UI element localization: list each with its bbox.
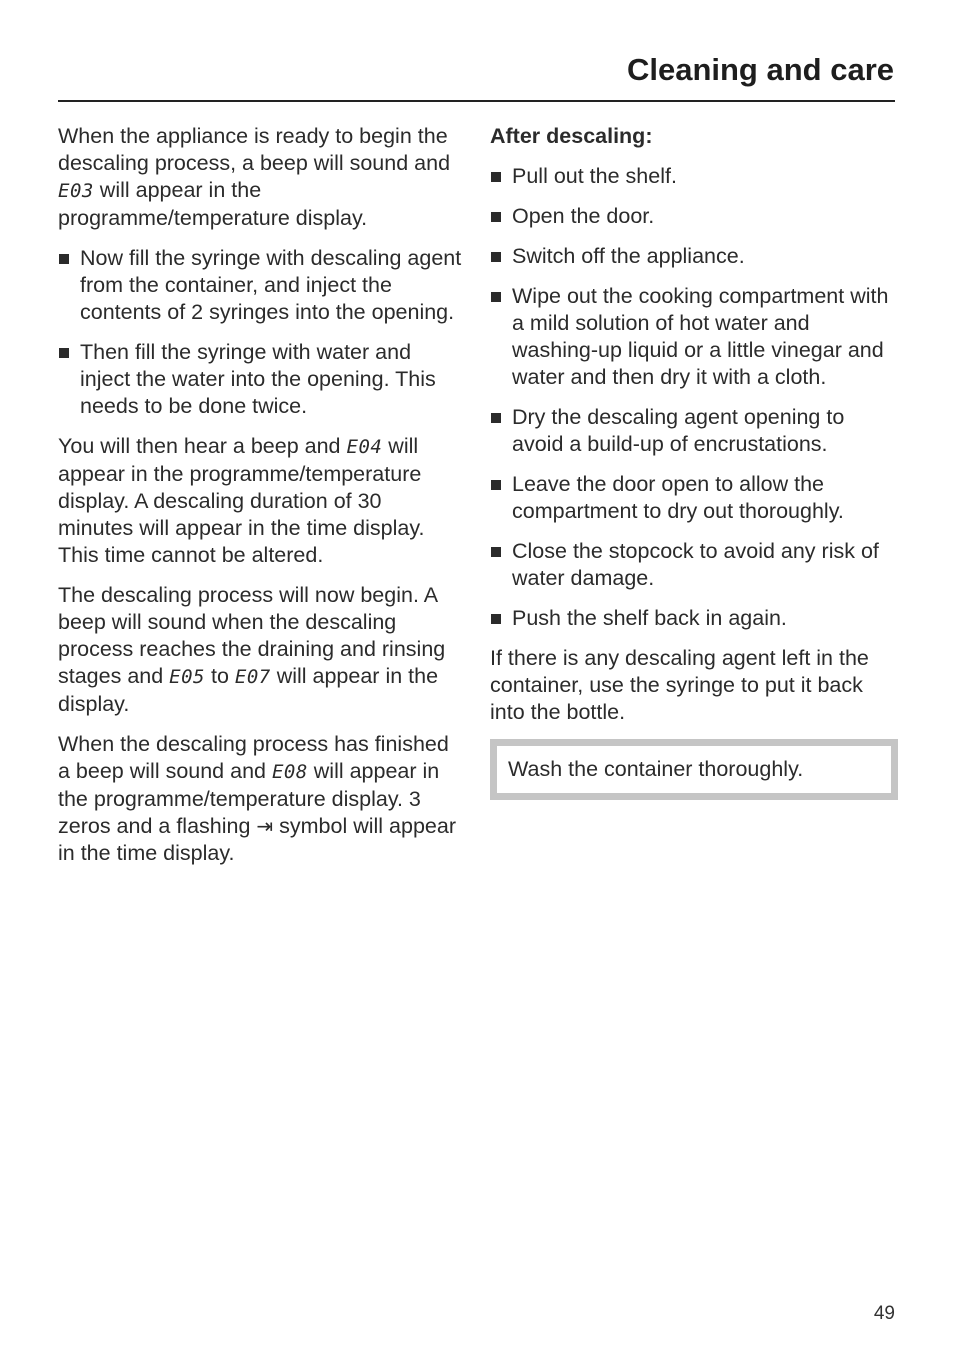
bullet-icon: [59, 348, 69, 358]
beep-paragraph: You will then hear a beep and E04 will appear in the programme/temperature display. A descaling duration of 30 minutes will appear in the time display. This time cannot be altered.: [58, 434, 425, 567]
display-code: E08: [271, 761, 308, 783]
right-column: [490, 123, 898, 800]
page-title: Cleaning and care: [626, 52, 894, 87]
bullet-icon: [491, 252, 501, 262]
note-box: Wash the container thoroughly.: [490, 739, 898, 800]
intro-paragraph: When the appliance is ready to begin the descaling process, a beep will sound and E03 will appear in the programme/temperature display.: [58, 124, 451, 230]
list-item: Open the door.: [490, 203, 898, 230]
page-number: 49: [873, 1303, 895, 1324]
left-column: [58, 123, 462, 880]
bullet-icon: [59, 254, 69, 264]
finished-paragraph: When the descaling process has finished a beep will sound and E08 will appear in the programme/temperature display. 3 zeros and a flashing ⇥ symbol will appear in the time display.: [58, 732, 456, 865]
after-descaling-list: [490, 163, 898, 632]
bullet-icon: [491, 614, 501, 624]
flashing-arrow-icon: ⇥: [256, 814, 274, 838]
fill-steps-list: [58, 245, 462, 420]
bullet-icon: [491, 413, 501, 423]
bullet-icon: [491, 172, 501, 182]
list-item: Leave the door open to allow the compartment to dry out thoroughly.: [490, 471, 898, 525]
list-item: Push the shelf back in again.: [490, 605, 898, 632]
process-paragraph: The descaling process will now begin. A beep will sound when the descaling process reaches the draining and rinsing stages and E05 to E07 will appear in the display.: [58, 583, 446, 716]
list-item: Switch off the appliance.: [490, 243, 898, 270]
bullet-icon: [491, 547, 501, 557]
leftover-agent-paragraph: If there is any descaling agent left in the container, use the syringe to put it back into the bottle.: [490, 646, 869, 724]
list-item: Now fill the syringe with descaling agent from the container, and inject the contents of 2 syringes into the opening.: [58, 245, 462, 326]
display-code: E03: [58, 180, 94, 202]
list-item: Dry the descaling agent opening to avoid a build-up of encrustations.: [490, 404, 898, 458]
list-item: Wipe out the cooking compartment with a mild solution of hot water and washing-up liquid or a little vinegar and water and then dry it with a cloth.: [490, 283, 898, 391]
display-code: E05: [169, 666, 205, 688]
bullet-icon: [491, 292, 501, 302]
section-subheading: After descaling:: [490, 124, 653, 148]
bullet-icon: [491, 212, 501, 222]
bullet-icon: [491, 480, 501, 490]
display-code: E04: [346, 436, 383, 458]
list-item: Then fill the syringe with water and inject the water into the opening. This needs to be done twice.: [58, 339, 462, 420]
header-divider: [58, 100, 895, 102]
display-code: E07: [234, 666, 271, 688]
list-item: Close the stopcock to avoid any risk of water damage.: [490, 538, 898, 592]
list-item: Pull out the shelf.: [490, 163, 898, 190]
